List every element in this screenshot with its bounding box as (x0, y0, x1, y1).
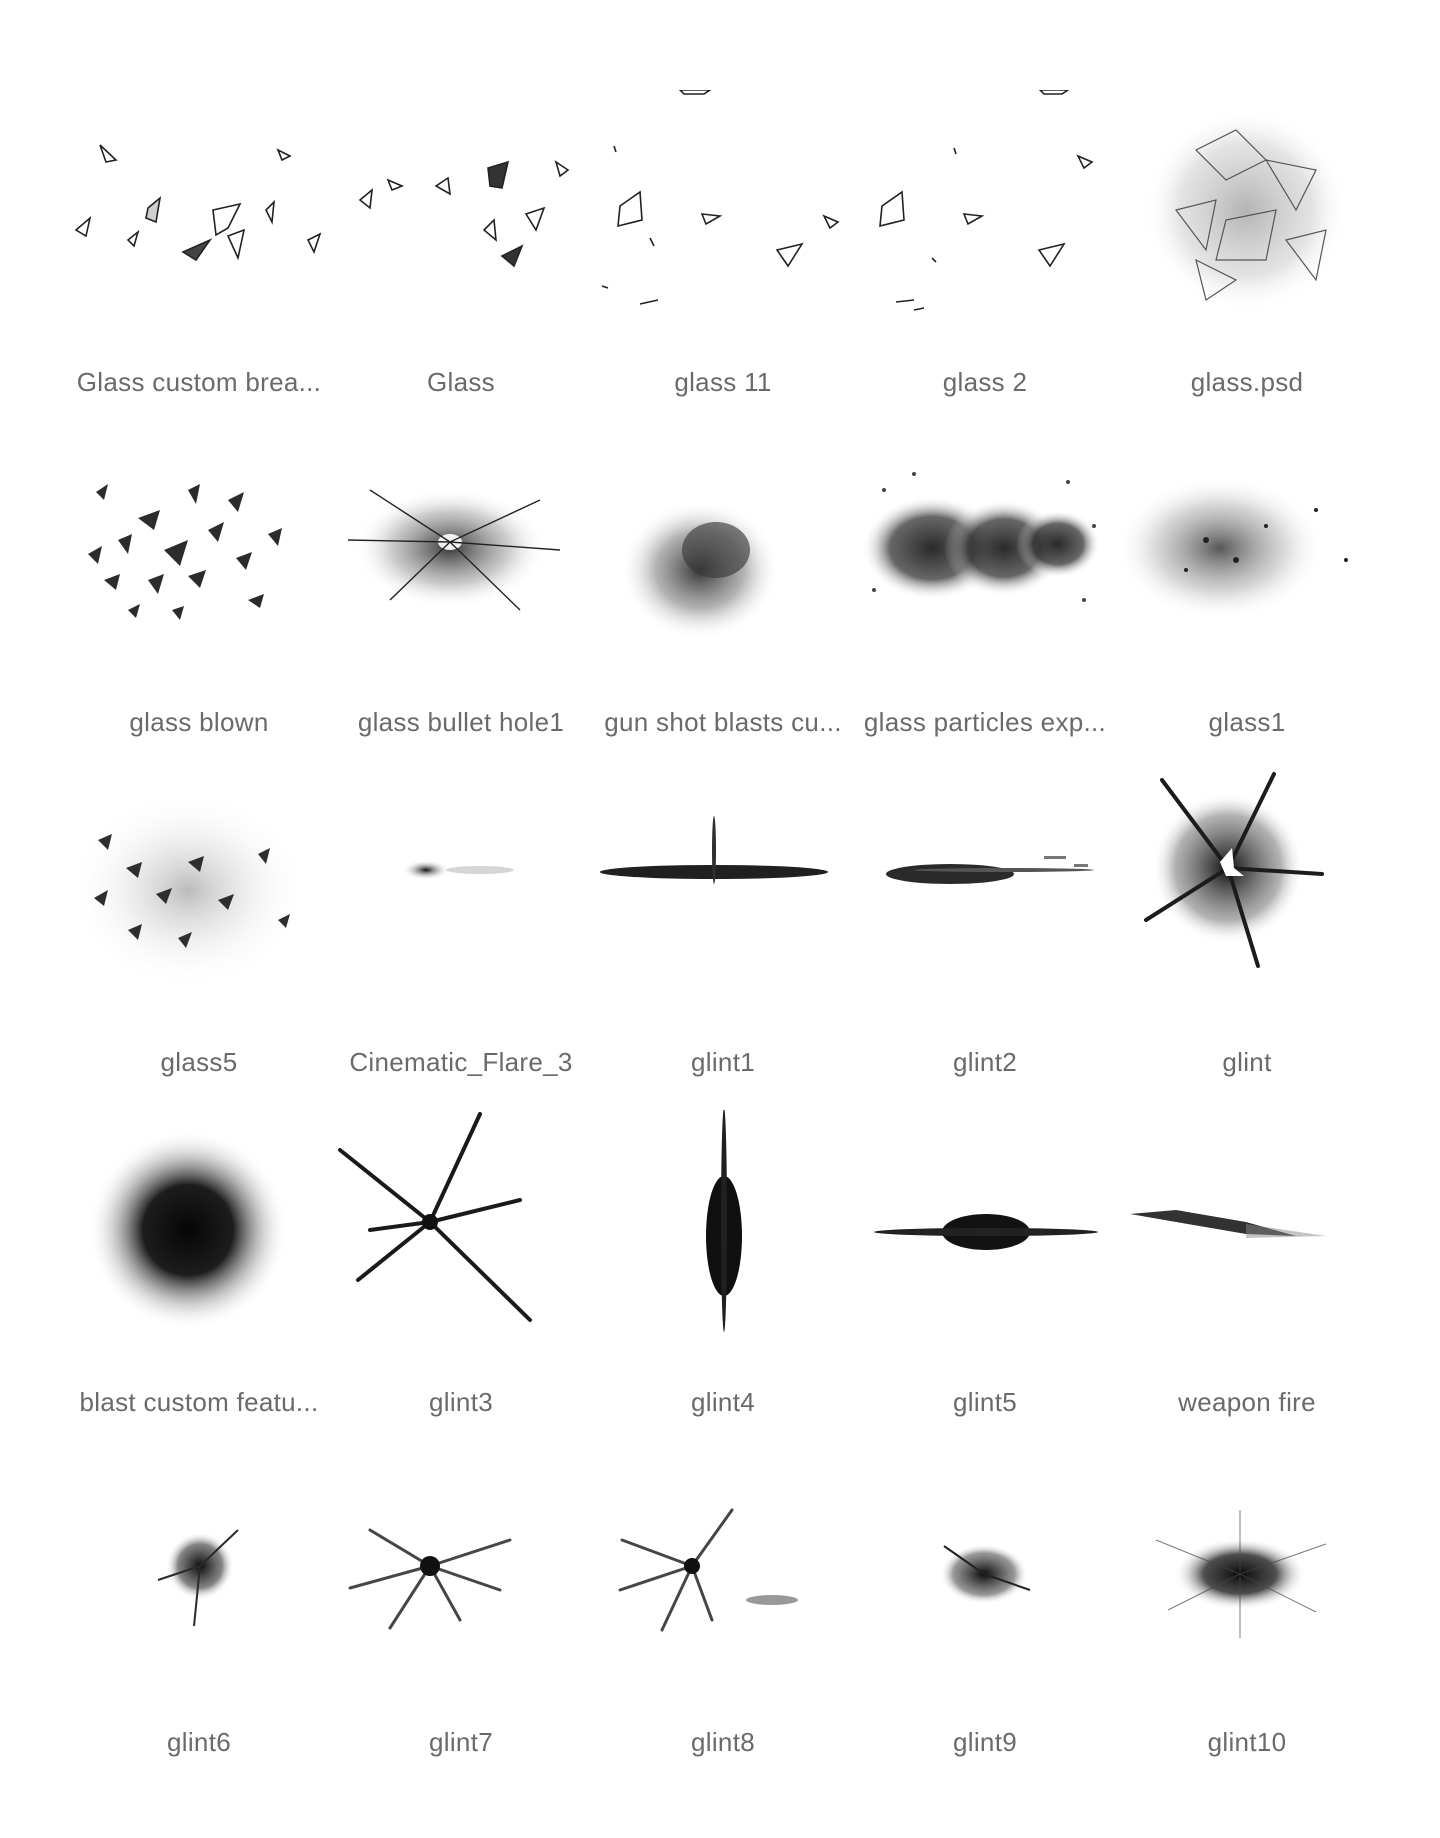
glass-shards-icon (330, 90, 592, 360)
brush-tile[interactable] (592, 770, 854, 1110)
cinematic-flare-icon (330, 770, 592, 1040)
brush-label: blast custom featu... (79, 1387, 319, 1417)
muzzle-streak-icon (1116, 1110, 1378, 1380)
brush-label: glint10 (1207, 1727, 1287, 1757)
brush-tile[interactable] (592, 1450, 854, 1790)
bullet-hole-icon (330, 430, 592, 700)
brush-label: glint5 (953, 1387, 1017, 1417)
brush-tile[interactable] (68, 90, 330, 430)
brush-tile[interactable] (1116, 90, 1378, 430)
brush-label: glass1 (1208, 707, 1286, 737)
brush-label: glint (1222, 1047, 1272, 1077)
brush-label: weapon fire (1178, 1387, 1316, 1417)
brush-label: gun shot blasts cu... (604, 707, 842, 737)
brush-label: glint1 (691, 1047, 755, 1077)
brush-tile[interactable] (592, 90, 854, 430)
starburst-icon (1116, 770, 1378, 1040)
brush-label: Cinematic_Flare_3 (349, 1047, 573, 1077)
brush-label: glint4 (691, 1387, 755, 1417)
ray-spray-icon (330, 1450, 592, 1720)
brush-label: glass5 (160, 1047, 238, 1077)
brush-label: glint9 (953, 1727, 1017, 1757)
brush-label: glass 11 (674, 367, 772, 397)
streak-glint-icon (854, 770, 1116, 1040)
brush-tile[interactable] (1116, 770, 1378, 1110)
brush-tile[interactable] (68, 430, 330, 770)
brush-tile[interactable] (330, 1110, 592, 1450)
brush-label: glint6 (167, 1727, 231, 1757)
glass-shards-scatter-icon (68, 90, 330, 360)
brush-tile[interactable] (330, 1450, 592, 1790)
horizontal-lens-glint-icon (854, 1110, 1116, 1380)
brush-label: glass particles exp... (863, 707, 1107, 737)
glass-particles-icon (1116, 430, 1378, 700)
brush-tile[interactable] (1116, 1110, 1378, 1450)
brush-tile[interactable] (592, 430, 854, 770)
brush-label: Glass (427, 367, 495, 397)
brush-tile[interactable] (854, 430, 1116, 770)
vertical-glint-icon (592, 1110, 854, 1380)
brush-label: glass.psd (1190, 367, 1304, 397)
brush-label: glint2 (953, 1047, 1017, 1077)
small-burst-icon (68, 1450, 330, 1720)
brush-tile[interactable] (854, 1450, 1116, 1790)
brush-tile[interactable] (330, 430, 592, 770)
brush-tile[interactable] (1116, 430, 1378, 770)
blast-burst-icon (68, 1110, 330, 1380)
brush-label: glint7 (429, 1727, 493, 1757)
ray-spray-icon (592, 1450, 854, 1720)
brush-tile[interactable] (68, 1110, 330, 1450)
brush-label: glass bullet hole1 (357, 707, 565, 737)
brush-label: Glass custom brea... (76, 367, 322, 397)
brush-tile[interactable] (330, 770, 592, 1110)
small-burst-icon (854, 1450, 1116, 1720)
brush-label: glint3 (429, 1387, 493, 1417)
radial-burst-icon (1116, 1450, 1378, 1720)
brush-label: glass 2 (942, 367, 1028, 397)
brush-tile[interactable] (1116, 1450, 1378, 1790)
glass-shatter-ball-icon (1116, 90, 1378, 360)
brush-label: glint8 (691, 1727, 755, 1757)
brush-tile[interactable] (330, 90, 592, 430)
glass-debris-icon (68, 770, 330, 1040)
horizontal-glint-icon (592, 770, 854, 1040)
glass-shards-sparse-icon (592, 90, 854, 360)
brush-tile[interactable] (854, 770, 1116, 1110)
particle-explosion-icon (854, 430, 1116, 700)
brush-tile[interactable] (854, 1110, 1116, 1450)
brush-tile[interactable] (854, 90, 1116, 430)
brush-tile[interactable] (68, 770, 330, 1110)
star-rays-icon (330, 1110, 592, 1380)
brush-tile[interactable] (68, 1450, 330, 1790)
brush-label: glass blown (129, 707, 269, 737)
glass-shards-sparse-icon (854, 90, 1116, 360)
glass-blown-icon (68, 430, 330, 700)
smoke-blast-icon (592, 430, 854, 700)
brush-tile[interactable] (592, 1110, 854, 1450)
